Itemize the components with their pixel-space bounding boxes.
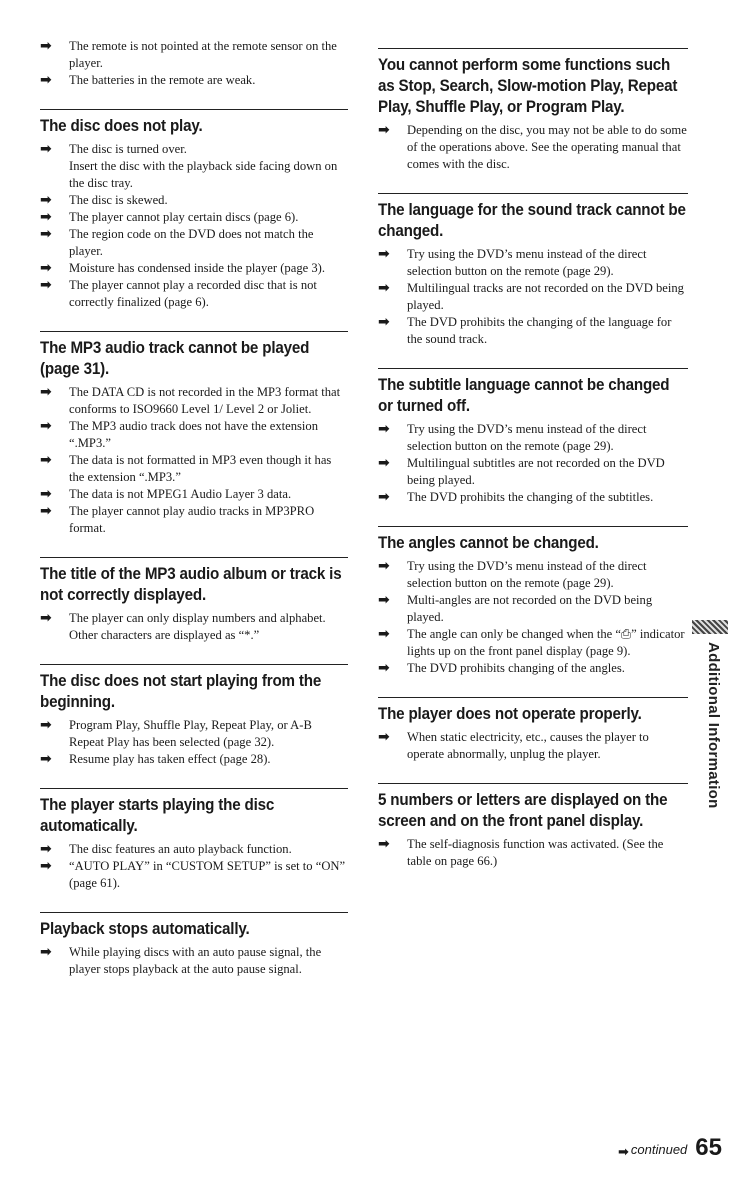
arrow-bullet-icon: ➡ [40, 486, 52, 502]
list-item [40, 503, 348, 537]
list-item [40, 751, 348, 768]
list-item [378, 314, 688, 348]
arrow-bullet-icon: ➡ [40, 384, 52, 400]
arrow-bullet-icon: ➡ [378, 314, 390, 330]
arrow-bullet-icon: ➡ [378, 558, 390, 574]
arrow-bullet-icon: ➡ [40, 260, 52, 276]
list-item-text: Try using the DVD’s menu instead of the direct selection button on the remote (page 29). [407, 247, 647, 278]
list-item-text: Multilingual subtitles are not recorded on the DVD being played. [407, 456, 665, 487]
list-item-text: Depending on the disc, you may not be able to do some of the operations above. See the operating manual that comes with the disc. [407, 123, 687, 171]
troubleshooting-section [40, 557, 348, 644]
list-item [378, 246, 688, 280]
section-heading: You cannot perform some functions such as Stop, Search, Slow-motion Play, Repeat Play, Shuffle Play, or Program Play. [378, 56, 678, 116]
troubleshooting-section [40, 788, 348, 892]
section-heading: The angles cannot be changed. [378, 534, 599, 552]
section-heading: The subtitle language cannot be changed or turned off. [378, 376, 670, 415]
arrow-bullet-icon: ➡ [40, 452, 52, 468]
arrow-bullet-icon: ➡ [40, 72, 52, 88]
list-item [40, 452, 348, 486]
troubleshooting-section [378, 783, 688, 870]
section-heading: Playback stops automatically. [40, 920, 250, 938]
arrow-bullet-icon: ➡ [40, 503, 52, 519]
list-item-text: Multilingual tracks are not recorded on the DVD being played. [407, 281, 684, 312]
side-tab-label: Additional Information [705, 642, 722, 809]
troubleshooting-section [40, 331, 348, 537]
section-heading: The title of the MP3 audio album or track is not correctly displayed. [40, 565, 342, 604]
list-item-text: The region code on the DVD does not match the player. [69, 227, 314, 258]
list-item [40, 192, 348, 209]
list-item [378, 558, 688, 592]
list-item-text: The data is not formatted in MP3 even though it has the extension “.MP3.” [69, 453, 332, 484]
item-note: Insert the disc with the playback side facing down on the disc tray. [69, 159, 338, 190]
list-item-text: The disc is turned over. [69, 142, 187, 156]
list-item [378, 626, 688, 660]
section-heading: The language for the sound track cannot be changed. [378, 201, 686, 240]
arrow-bullet-icon: ➡ [378, 489, 390, 505]
arrow-bullet-icon: ➡ [378, 122, 390, 138]
list-item [40, 486, 348, 503]
troubleshooting-section [40, 664, 348, 768]
list-item [40, 858, 348, 892]
list-item [40, 260, 348, 277]
list-item [40, 418, 348, 452]
left-column [40, 38, 348, 998]
list-item-text: Try using the DVD’s menu instead of the direct selection button on the remote (page 29). [407, 422, 647, 453]
list-item-text: “AUTO PLAY” in “CUSTOM SETUP” is set to “ON” (page 61). [69, 859, 346, 890]
list-item [40, 841, 348, 858]
side-tab [692, 620, 728, 825]
list-item-text: The player cannot play certain discs (page 6). [69, 210, 299, 224]
list-item-text: The remote is not pointed at the remote sensor on the player. [69, 39, 337, 70]
list-item-text: The disc features an auto playback function. [69, 842, 292, 856]
list-item-text: The DVD prohibits the changing of the subtitles. [407, 490, 654, 504]
arrow-bullet-icon: ➡ [40, 209, 52, 225]
arrow-bullet-icon: ➡ [40, 141, 52, 157]
arrow-bullet-icon: ➡ [40, 610, 52, 626]
arrow-bullet-icon: ➡ [378, 246, 390, 262]
arrow-bullet-icon: ➡ [378, 729, 390, 745]
list-item [378, 421, 688, 455]
arrow-bullet-icon: ➡ [40, 277, 52, 293]
arrow-bullet-icon: ➡ [378, 660, 390, 676]
troubleshooting-section [378, 526, 688, 677]
list-item [378, 729, 688, 763]
section-heading: The player does not operate properly. [378, 705, 642, 723]
list-item-text: The disc is skewed. [69, 193, 168, 207]
arrow-bullet-icon: ➡ [40, 717, 52, 733]
arrow-bullet-icon: ➡ [40, 944, 52, 960]
list-item-text: While playing discs with an auto pause signal, the player stops playback at the auto pause signal. [69, 945, 322, 976]
list-item-text: The DVD prohibits changing of the angles. [407, 661, 625, 675]
arrow-bullet-icon: ➡ [40, 192, 52, 208]
arrow-bullet-icon: ➡ [378, 592, 390, 608]
list-item [40, 717, 348, 751]
list-item [378, 592, 688, 626]
list-item [378, 122, 688, 173]
arrow-bullet-icon: ➡ [378, 421, 390, 437]
section-heading: The MP3 audio track cannot be played (page 31). [40, 339, 310, 378]
list-item [40, 226, 348, 260]
list-item [378, 280, 688, 314]
list-item [40, 944, 348, 978]
list-item-text: The MP3 audio track does not have the extension “.MP3.” [69, 419, 319, 450]
list-item-text: The angle can only be changed when the “⎙” indicator lights up on the front panel display (page 9). [407, 627, 685, 658]
troubleshooting-section [40, 38, 348, 89]
list-item-text: The batteries in the remote are weak. [69, 73, 256, 87]
section-heading: The player starts playing the disc automatically. [40, 796, 275, 835]
list-item [378, 660, 688, 677]
arrow-bullet-icon: ➡ [378, 455, 390, 471]
arrow-bullet-icon: ➡ [40, 418, 52, 434]
arrow-bullet-icon: ➡ [378, 626, 390, 642]
arrow-bullet-icon: ➡ [378, 836, 390, 852]
section-heading: The disc does not start playing from the beginning. [40, 672, 322, 711]
list-item [40, 209, 348, 226]
list-item [40, 141, 348, 158]
list-item-text: Program Play, Shuffle Play, Repeat Play, or A-B Repeat Play has been selected (page 32). [69, 718, 312, 749]
troubleshooting-section [378, 193, 688, 348]
list-item-text: The DATA CD is not recorded in the MP3 format that conforms to ISO9660 Level 1/ Level 2 or Joliet. [69, 385, 341, 416]
continued-label: continued [630, 1142, 688, 1157]
list-item-text: Try using the DVD’s menu instead of the direct selection button on the remote (page 29). [407, 559, 647, 590]
list-item-text: The DVD prohibits the changing of the language for the sound track. [407, 315, 672, 346]
section-heading: The disc does not play. [40, 117, 203, 135]
list-item-text: The player can only display numbers and alphabet. Other characters are displayed as “*.” [69, 611, 326, 642]
list-item-text: The self-diagnosis function was activated. (See the table on page 66.) [407, 837, 664, 868]
page-footer [618, 1136, 722, 1160]
troubleshooting-section [40, 912, 348, 978]
arrow-bullet-icon: ➡ [40, 858, 52, 874]
troubleshooting-section [378, 697, 688, 763]
list-item [378, 489, 688, 506]
list-item [40, 610, 348, 644]
list-item-text: The player cannot play audio tracks in MP3PRO format. [69, 504, 315, 535]
right-column [378, 48, 688, 890]
troubleshooting-section [378, 368, 688, 506]
continued-arrow-icon: ➡ [618, 1145, 629, 1160]
list-item-text: Multi-angles are not recorded on the DVD being played. [407, 593, 653, 624]
arrow-bullet-icon: ➡ [40, 751, 52, 767]
list-item-text: The player cannot play a recorded disc that is not correctly finalized (page 6). [69, 278, 317, 309]
side-tab-stripe [692, 620, 728, 634]
arrow-bullet-icon: ➡ [378, 280, 390, 296]
arrow-bullet-icon: ➡ [40, 841, 52, 857]
section-heading: 5 numbers or letters are displayed on the screen and on the front panel display. [378, 791, 668, 830]
list-item [378, 836, 688, 870]
arrow-bullet-icon: ➡ [40, 38, 52, 54]
list-item [40, 277, 348, 311]
list-item-text: Resume play has taken effect (page 28). [69, 752, 271, 766]
list-item [40, 38, 348, 72]
list-item-text: Moisture has condensed inside the player (page 3). [69, 261, 325, 275]
list-item [40, 384, 348, 418]
page-number: 65 [695, 1134, 722, 1161]
arrow-bullet-icon: ➡ [40, 226, 52, 242]
troubleshooting-section [378, 48, 688, 173]
list-item [378, 455, 688, 489]
troubleshooting-section [40, 109, 348, 311]
list-item-text: The data is not MPEG1 Audio Layer 3 data. [69, 487, 292, 501]
list-item [40, 72, 348, 89]
list-item-text: When static electricity, etc., causes the player to operate abnormally, unplug the player. [407, 730, 649, 761]
